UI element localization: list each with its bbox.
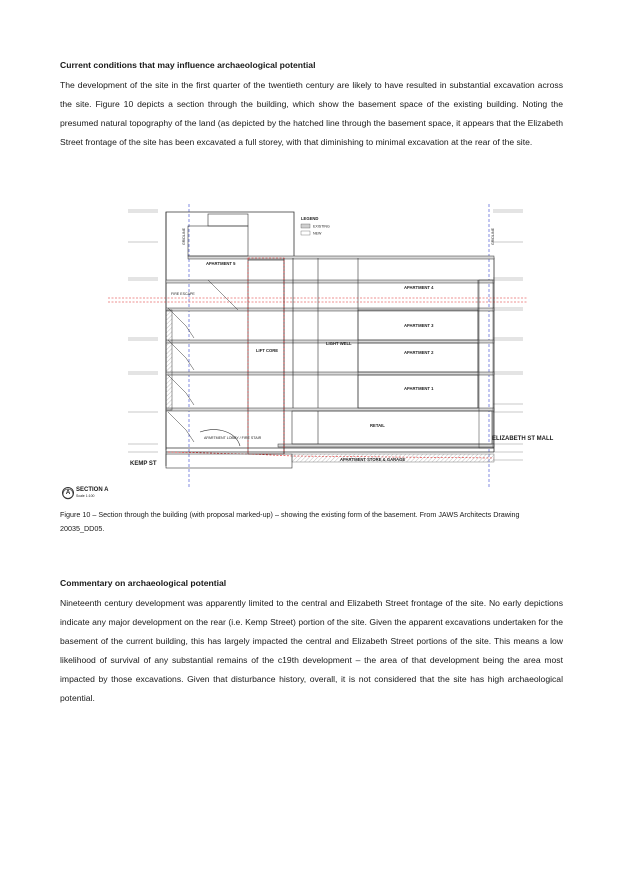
gridline-right-label: GRIDLINE xyxy=(491,228,495,245)
basement-rear xyxy=(166,454,292,468)
architectural-section-drawing xyxy=(108,200,554,500)
paragraph-current-conditions: The development of the site in the first quarter of the twentieth century are likely to have resulted in substantial excavation across the site. Figure 10 depicts a section through the building, which show the basement space of the existing building. Noting the presumed natural topography of the land (as depicted by the hatched line through the basement space, it appears that the Elizabeth Street frontage of the site has been excavated a full storey, with that diminishing to minimal excavation at the rear of the site. xyxy=(60,80,563,147)
label-fire-escape: FIRE ESCAPE xyxy=(171,292,195,296)
right-level-markers xyxy=(493,210,523,460)
label-apartment-5: APARTMENT 5 xyxy=(206,261,236,266)
legend-title: LEGEND xyxy=(301,216,319,221)
label-store-garage: APARTMENT STORE & GARAGE xyxy=(340,457,406,462)
roof-plant xyxy=(188,214,248,256)
lift-core xyxy=(248,258,293,454)
label-apartment-4: APARTMENT 4 xyxy=(404,285,434,290)
fire-escape-stair xyxy=(166,280,238,442)
apartment-walls xyxy=(292,280,492,444)
right-facade xyxy=(479,280,493,448)
label-lift-core: LIFT CORE xyxy=(256,348,279,353)
legend xyxy=(301,216,330,236)
legend-existing-label: EXISTING xyxy=(313,224,330,229)
label-light-well: LIGHT WELL xyxy=(326,341,352,346)
figure-caption: Figure 10 – Section through the building (with proposal marked-up) – showing the existing form of the basement. From JAWS Architects Drawing 20035_DD05. xyxy=(60,510,520,533)
label-lobby: APARTMENT LOBBY / FIRE STAIR xyxy=(204,436,262,440)
section-heading-commentary: Commentary on archaeological potential xyxy=(60,578,227,588)
floor-slabs xyxy=(166,256,494,447)
legend-new-label: NEW xyxy=(313,231,322,236)
section-heading-current-conditions: Current conditions that may influence archaeological potential xyxy=(60,60,316,70)
section-a-marker: A xyxy=(62,487,74,499)
label-kemp-st: KEMP ST xyxy=(130,461,157,467)
gridline-left-label: GRIDLINE xyxy=(182,228,186,245)
legend-existing-swatch xyxy=(301,224,310,228)
legend-new-swatch xyxy=(301,231,310,235)
label-elizabeth-st: ELIZABETH ST MALL xyxy=(492,436,554,442)
section-a-scale: Scale 1:100 xyxy=(76,494,95,498)
label-apartment-1: APARTMENT 1 xyxy=(404,386,434,391)
label-apartment-2: APARTMENT 2 xyxy=(404,350,434,355)
left-level-markers xyxy=(128,210,158,452)
section-a-title: SECTION A xyxy=(76,487,109,493)
label-retail: RETAIL xyxy=(370,423,385,428)
building-outline xyxy=(166,212,494,466)
paragraph-commentary: Nineteenth century development was apparently limited to the central and Elizabeth Street frontage of the site. No early depictions indicate any major development on the rear (i.e. Kemp Street) portion of the site. Given the apparent excavations undertaken for the basement of the current building, this has largely impacted the central and Elizabeth Street portions of the site. This means a low likelihood of survival of any substantial remains of the c19th development – the area of that development being the area most impacted by those excavations. Given that disturbance history, overall, it is not considered that the site has high archaeological potential. xyxy=(60,598,563,703)
label-apartment-3: APARTMENT 3 xyxy=(404,323,434,328)
